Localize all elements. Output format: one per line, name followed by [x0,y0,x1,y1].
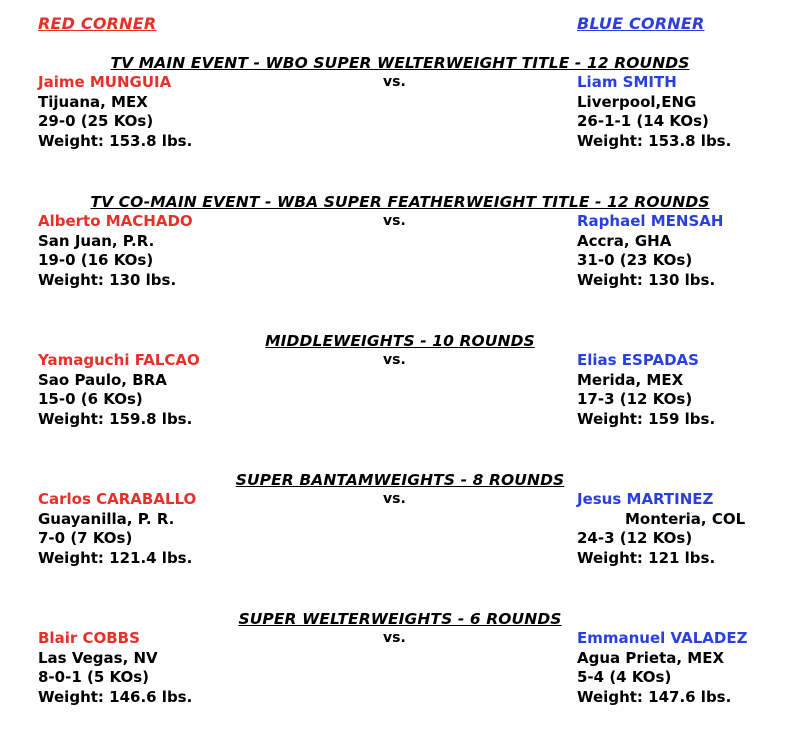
fighter-name: Liam SMITH [577,73,677,91]
fighter-name: Raphael MENSAH [577,212,724,230]
fighter-weight: Weight: 147.6 lbs. [577,687,732,706]
fighter-hometown: Merida, MEX [577,370,684,389]
fighter-hometown: Guayanilla, P. R. [38,509,175,528]
fighter-record: 15-0 (6 KOs) [38,390,143,409]
fighter-weight: Weight: 130 lbs. [38,270,177,289]
fighter-name: Alberto MACHADO [38,212,193,230]
fighter-hometown: Accra, GHA [577,231,672,250]
blue-fighter [577,351,715,429]
bout-5 [0,610,800,740]
vs-label: vs. [383,213,406,229]
blue-fighter [577,490,745,568]
blue-fighter [577,212,723,290]
bout-title: TV MAIN EVENT - WBO SUPER WELTERWEIGHT TITLE - 12 ROUNDS [110,54,690,72]
fighter-record: 17-3 (12 KOs) [577,390,693,409]
fighter-hometown: Liverpool,ENG [577,92,697,111]
fighter-name: Elias ESPADAS [577,351,699,369]
fighter-hometown: Tijuana, MEX [38,92,148,111]
red-fighter [38,351,200,429]
bout-title: MIDDLEWEIGHTS - 10 ROUNDS [265,332,535,350]
fighter-record: 31-0 (23 KOs) [577,251,693,270]
fighter-name: Blair COBBS [38,629,140,647]
fighter-weight: Weight: 146.6 lbs. [38,687,193,706]
fighter-hometown: Las Vegas, NV [38,648,158,667]
red-corner-heading: RED CORNER [38,14,157,33]
bout-2 [0,193,800,323]
red-fighter [38,73,192,151]
fighter-hometown: San Juan, P.R. [38,231,155,250]
fighter-name: Carlos CARABALLO [38,490,197,508]
fighter-record: 5-4 (4 KOs) [577,668,672,687]
fighter-record: 8-0-1 (5 KOs) [38,668,149,687]
fighter-weight: Weight: 130 lbs. [577,270,716,289]
fighter-weight: Weight: 121 lbs. [577,548,716,567]
fighter-record: 29-0 (25 KOs) [38,112,154,131]
fighter-weight: Weight: 159 lbs. [577,409,716,428]
vs-label: vs. [383,352,406,368]
vs-label: vs. [383,630,406,646]
blue-fighter [577,73,731,151]
blue-fighter [577,629,747,707]
vs-label: vs. [383,491,406,507]
red-fighter [38,629,192,707]
red-fighter [38,490,196,568]
fighter-weight: Weight: 121.4 lbs. [38,548,193,567]
bout-title: TV CO-MAIN EVENT - WBA SUPER FEATHERWEIGHT TITLE - 12 ROUNDS [90,193,710,211]
bout-title: SUPER BANTAMWEIGHTS - 8 ROUNDS [235,471,565,489]
fighter-name: Yamaguchi FALCAO [38,351,200,369]
bout-4 [0,471,800,601]
fighter-weight: Weight: 153.8 lbs. [577,131,732,150]
fighter-hometown: Agua Prieta, MEX [577,648,725,667]
fighter-hometown: Sao Paulo, BRA [38,370,167,389]
fighter-name: Jesus MARTINEZ [577,490,714,508]
fighter-record: 26-1-1 (14 KOs) [577,112,709,131]
fighter-weight: Weight: 153.8 lbs. [38,131,193,150]
fighter-name: Jaime MUNGUIA [38,73,172,91]
vs-label: vs. [383,74,406,90]
fighter-weight: Weight: 159.8 lbs. [38,409,193,428]
fighter-hometown: Monteria, COL [625,509,746,528]
blue-corner-heading: BLUE CORNER [577,14,705,33]
bout-1 [0,54,800,184]
bout-3 [0,332,800,462]
fighter-record: 19-0 (16 KOs) [38,251,154,270]
fighter-record: 7-0 (7 KOs) [38,529,133,548]
red-fighter [38,212,193,290]
fighter-record: 24-3 (12 KOs) [577,529,693,548]
bout-title: SUPER WELTERWEIGHTS - 6 ROUNDS [238,610,562,628]
fighter-name: Emmanuel VALADEZ [577,629,748,647]
